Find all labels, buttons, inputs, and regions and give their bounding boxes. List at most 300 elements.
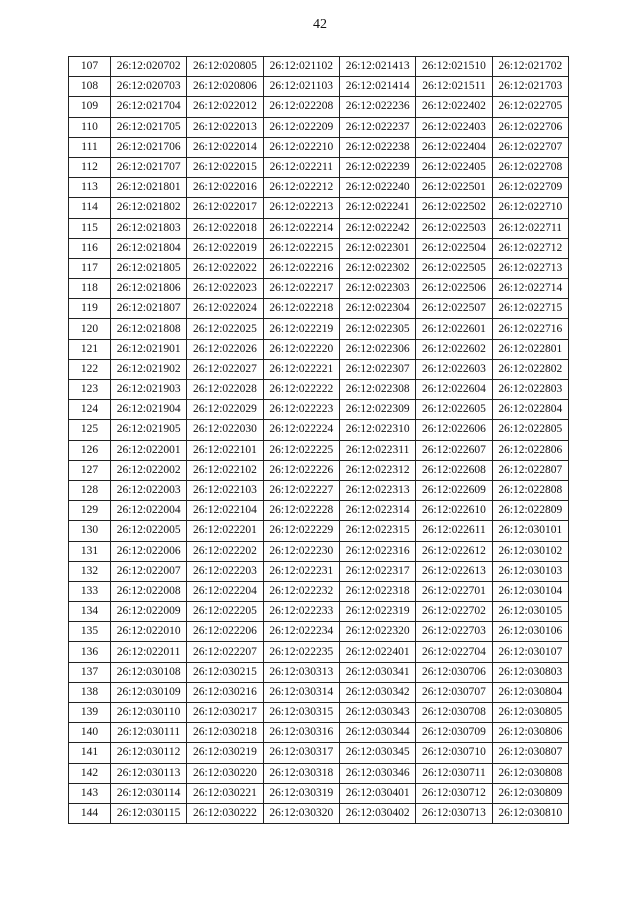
cadastral-number-cell: 26:12:022709: [492, 178, 568, 198]
cadastral-number-cell: 26:12:022223: [263, 400, 339, 420]
cadastral-number-cell: 26:12:021901: [111, 339, 187, 359]
cadastral-number-cell: 26:12:022405: [416, 157, 492, 177]
table-body: [69, 57, 569, 824]
cadastral-number-cell: 26:12:022016: [187, 178, 263, 198]
table-row: [69, 178, 569, 198]
cadastral-number-cell: 26:12:022024: [187, 299, 263, 319]
cadastral-number-cell: 26:12:022506: [416, 279, 492, 299]
cadastral-number-cell: 26:12:021803: [111, 218, 187, 238]
row-number-cell: 143: [69, 783, 111, 803]
cadastral-number-cell: 26:12:022207: [187, 642, 263, 662]
table-row: [69, 380, 569, 400]
cadastral-number-cell: 26:12:022202: [187, 541, 263, 561]
cadastral-number-cell: 26:12:022710: [492, 198, 568, 218]
cadastral-number-cell: 26:12:021808: [111, 319, 187, 339]
cadastral-number-cell: 26:12:022011: [111, 642, 187, 662]
cadastral-number-cell: 26:12:030707: [416, 682, 492, 702]
cadastral-number-cell: 26:12:030314: [263, 682, 339, 702]
cadastral-number-cell: 26:12:022009: [111, 602, 187, 622]
row-number-cell: 136: [69, 642, 111, 662]
cadastral-number-cell: 26:12:022218: [263, 299, 339, 319]
cadastral-number-cell: 26:12:022315: [339, 521, 415, 541]
table-row: [69, 238, 569, 258]
cadastral-number-cell: 26:12:022230: [263, 541, 339, 561]
cadastral-number-cell: 26:12:022028: [187, 380, 263, 400]
cadastral-number-cell: 26:12:022806: [492, 440, 568, 460]
cadastral-number-cell: 26:12:022030: [187, 420, 263, 440]
cadastral-number-cell: 26:12:022228: [263, 501, 339, 521]
table-row: [69, 57, 569, 77]
row-number-cell: 109: [69, 97, 111, 117]
cadastral-number-cell: 26:12:022314: [339, 501, 415, 521]
table-row: [69, 480, 569, 500]
cadastral-number-cell: 26:12:030713: [416, 803, 492, 823]
cadastral-number-cell: 26:12:022222: [263, 380, 339, 400]
cadastral-number-cell: 26:12:022203: [187, 561, 263, 581]
cadastral-number-cell: 26:12:021806: [111, 279, 187, 299]
cadastral-number-cell: 26:12:022215: [263, 238, 339, 258]
row-number-cell: 133: [69, 581, 111, 601]
cadastral-number-cell: 26:12:022213: [263, 198, 339, 218]
cadastral-number-cell: 26:12:022302: [339, 258, 415, 278]
cadastral-number-cell: 26:12:022017: [187, 198, 263, 218]
cadastral-number-cell: 26:12:022308: [339, 380, 415, 400]
cadastral-number-cell: 26:12:030101: [492, 521, 568, 541]
row-number-cell: 113: [69, 178, 111, 198]
cadastral-number-cell: 26:12:022702: [416, 602, 492, 622]
cadastral-number-cell: 26:12:022014: [187, 137, 263, 157]
cadastral-number-cell: 26:12:030319: [263, 783, 339, 803]
table-row: [69, 723, 569, 743]
table-row: [69, 299, 569, 319]
table-row: [69, 218, 569, 238]
table-row: [69, 279, 569, 299]
cadastral-number-cell: 26:12:030804: [492, 682, 568, 702]
cadastral-number-cell: 26:12:022602: [416, 339, 492, 359]
row-number-cell: 144: [69, 803, 111, 823]
cadastral-number-cell: 26:12:022220: [263, 339, 339, 359]
cadastral-number-cell: 26:12:030341: [339, 662, 415, 682]
cadastral-number-cell: 26:12:022504: [416, 238, 492, 258]
cadastral-number-cell: 26:12:030105: [492, 602, 568, 622]
cadastral-table-container: [68, 56, 568, 824]
cadastral-number-cell: 26:12:022214: [263, 218, 339, 238]
row-number-cell: 115: [69, 218, 111, 238]
cadastral-number-cell: 26:12:022205: [187, 602, 263, 622]
cadastral-number-cell: 26:12:022012: [187, 97, 263, 117]
cadastral-number-cell: 26:12:022610: [416, 501, 492, 521]
cadastral-number-cell: 26:12:022201: [187, 521, 263, 541]
cadastral-number-cell: 26:12:022235: [263, 642, 339, 662]
cadastral-number-cell: 26:12:030809: [492, 783, 568, 803]
cadastral-number-cell: 26:12:022804: [492, 400, 568, 420]
cadastral-number-cell: 26:12:022613: [416, 561, 492, 581]
cadastral-number-cell: 26:12:022608: [416, 460, 492, 480]
cadastral-number-cell: 26:12:022307: [339, 359, 415, 379]
cadastral-number-cell: 26:12:022018: [187, 218, 263, 238]
cadastral-number-cell: 26:12:022231: [263, 561, 339, 581]
cadastral-number-cell: 26:12:022604: [416, 380, 492, 400]
cadastral-number-cell: 26:12:022505: [416, 258, 492, 278]
table-row: [69, 440, 569, 460]
row-number-cell: 126: [69, 440, 111, 460]
cadastral-number-cell: 26:12:030710: [416, 743, 492, 763]
cadastral-number-cell: 26:12:022211: [263, 157, 339, 177]
cadastral-number-cell: 26:12:030810: [492, 803, 568, 823]
cadastral-number-cell: 26:12:030106: [492, 622, 568, 642]
row-number-cell: 117: [69, 258, 111, 278]
cadastral-number-cell: 26:12:022606: [416, 420, 492, 440]
cadastral-number-cell: 26:12:030217: [187, 703, 263, 723]
cadastral-number-cell: 26:12:022320: [339, 622, 415, 642]
cadastral-number-cell: 26:12:030111: [111, 723, 187, 743]
table-row: [69, 420, 569, 440]
cadastral-number-cell: 26:12:022703: [416, 622, 492, 642]
cadastral-number-cell: 26:12:022306: [339, 339, 415, 359]
cadastral-number-cell: 26:12:021702: [492, 57, 568, 77]
cadastral-number-cell: 26:12:022239: [339, 157, 415, 177]
cadastral-number-cell: 26:12:022318: [339, 581, 415, 601]
cadastral-number-cell: 26:12:021805: [111, 258, 187, 278]
table-row: [69, 743, 569, 763]
cadastral-number-cell: 26:12:022209: [263, 117, 339, 137]
cadastral-number-cell: 26:12:022236: [339, 97, 415, 117]
row-number-cell: 135: [69, 622, 111, 642]
cadastral-number-cell: 26:12:022310: [339, 420, 415, 440]
cadastral-number-cell: 26:12:022242: [339, 218, 415, 238]
cadastral-number-cell: 26:12:030313: [263, 662, 339, 682]
table-row: [69, 521, 569, 541]
cadastral-number-cell: 26:12:022227: [263, 480, 339, 500]
cadastral-number-cell: 26:12:022023: [187, 279, 263, 299]
table-row: [69, 803, 569, 823]
cadastral-number-cell: 26:12:030221: [187, 783, 263, 803]
row-number-cell: 140: [69, 723, 111, 743]
table-row: [69, 561, 569, 581]
cadastral-number-cell: 26:12:021707: [111, 157, 187, 177]
cadastral-number-cell: 26:12:021413: [339, 57, 415, 77]
cadastral-number-cell: 26:12:022501: [416, 178, 492, 198]
cadastral-number-cell: 26:12:030806: [492, 723, 568, 743]
cadastral-number-cell: 26:12:022716: [492, 319, 568, 339]
cadastral-number-cell: 26:12:022503: [416, 218, 492, 238]
cadastral-number-cell: 26:12:030215: [187, 662, 263, 682]
row-number-cell: 114: [69, 198, 111, 218]
cadastral-number-cell: 26:12:022103: [187, 480, 263, 500]
cadastral-number-cell: 26:12:022701: [416, 581, 492, 601]
table-row: [69, 602, 569, 622]
cadastral-number-cell: 26:12:022022: [187, 258, 263, 278]
table-row: [69, 460, 569, 480]
table-row: [69, 400, 569, 420]
cadastral-number-cell: 26:12:022102: [187, 460, 263, 480]
cadastral-number-cell: 26:12:030216: [187, 682, 263, 702]
table-row: [69, 581, 569, 601]
cadastral-number-cell: 26:12:030108: [111, 662, 187, 682]
row-number-cell: 110: [69, 117, 111, 137]
row-number-cell: 129: [69, 501, 111, 521]
cadastral-number-cell: 26:12:030315: [263, 703, 339, 723]
cadastral-number-cell: 26:12:022313: [339, 480, 415, 500]
table-row: [69, 77, 569, 97]
cadastral-number-cell: 26:12:020703: [111, 77, 187, 97]
cadastral-number-cell: 26:12:022601: [416, 319, 492, 339]
cadastral-number-cell: 26:12:022803: [492, 380, 568, 400]
cadastral-number-cell: 26:12:022019: [187, 238, 263, 258]
cadastral-number-cell: 26:12:022708: [492, 157, 568, 177]
cadastral-number-cell: 26:12:022319: [339, 602, 415, 622]
cadastral-number-cell: 26:12:021905: [111, 420, 187, 440]
row-number-cell: 138: [69, 682, 111, 702]
cadastral-number-cell: 26:12:022605: [416, 400, 492, 420]
cadastral-number-cell: 26:12:030808: [492, 763, 568, 783]
cadastral-number-cell: 26:12:020702: [111, 57, 187, 77]
cadastral-number-cell: 26:12:022502: [416, 198, 492, 218]
row-number-cell: 130: [69, 521, 111, 541]
cadastral-number-cell: 26:12:022611: [416, 521, 492, 541]
row-number-cell: 112: [69, 157, 111, 177]
cadastral-number-cell: 26:12:022225: [263, 440, 339, 460]
cadastral-number-cell: 26:12:022401: [339, 642, 415, 662]
cadastral-number-cell: 26:12:022229: [263, 521, 339, 541]
cadastral-number-cell: 26:12:022801: [492, 339, 568, 359]
cadastral-number-cell: 26:12:030218: [187, 723, 263, 743]
cadastral-number-cell: 26:12:030343: [339, 703, 415, 723]
row-number-cell: 124: [69, 400, 111, 420]
cadastral-number-cell: 26:12:022029: [187, 400, 263, 420]
cadastral-number-cell: 26:12:022712: [492, 238, 568, 258]
table-row: [69, 258, 569, 278]
cadastral-number-cell: 26:12:022807: [492, 460, 568, 480]
cadastral-number-cell: 26:12:020806: [187, 77, 263, 97]
table-row: [69, 662, 569, 682]
cadastral-number-cell: 26:12:022219: [263, 319, 339, 339]
table-row: [69, 682, 569, 702]
cadastral-number-cell: 26:12:030102: [492, 541, 568, 561]
cadastral-number-cell: 26:12:022241: [339, 198, 415, 218]
cadastral-number-cell: 26:12:022013: [187, 117, 263, 137]
cadastral-number-cell: 26:12:030109: [111, 682, 187, 702]
cadastral-number-cell: 26:12:022002: [111, 460, 187, 480]
row-number-cell: 118: [69, 279, 111, 299]
cadastral-number-cell: 26:12:021704: [111, 97, 187, 117]
cadastral-number-cell: 26:12:022004: [111, 501, 187, 521]
cadastral-number-cell: 26:12:022316: [339, 541, 415, 561]
cadastral-number-cell: 26:12:021802: [111, 198, 187, 218]
cadastral-number-cell: 26:12:022027: [187, 359, 263, 379]
cadastral-number-cell: 26:12:022402: [416, 97, 492, 117]
cadastral-number-cell: 26:12:022101: [187, 440, 263, 460]
row-number-cell: 116: [69, 238, 111, 258]
cadastral-number-cell: 26:12:021103: [263, 77, 339, 97]
row-number-cell: 119: [69, 299, 111, 319]
cadastral-number-cell: 26:12:021807: [111, 299, 187, 319]
cadastral-number-cell: 26:12:021804: [111, 238, 187, 258]
row-number-cell: 141: [69, 743, 111, 763]
cadastral-number-cell: 26:12:030346: [339, 763, 415, 783]
cadastral-number-cell: 26:12:021705: [111, 117, 187, 137]
cadastral-number-cell: 26:12:030115: [111, 803, 187, 823]
row-number-cell: 123: [69, 380, 111, 400]
cadastral-number-cell: 26:12:030708: [416, 703, 492, 723]
cadastral-number-cell: 26:12:022224: [263, 420, 339, 440]
cadastral-number-cell: 26:12:022706: [492, 117, 568, 137]
cadastral-number-cell: 26:12:022309: [339, 400, 415, 420]
cadastral-number-cell: 26:12:030712: [416, 783, 492, 803]
cadastral-number-cell: 26:12:022805: [492, 420, 568, 440]
cadastral-number-cell: 26:12:022607: [416, 440, 492, 460]
cadastral-number-cell: 26:12:022802: [492, 359, 568, 379]
cadastral-number-cell: 26:12:030219: [187, 743, 263, 763]
row-number-cell: 108: [69, 77, 111, 97]
cadastral-number-cell: 26:12:030709: [416, 723, 492, 743]
table-row: [69, 319, 569, 339]
cadastral-number-cell: 26:12:022206: [187, 622, 263, 642]
cadastral-number-cell: 26:12:022008: [111, 581, 187, 601]
cadastral-number-cell: 26:12:022404: [416, 137, 492, 157]
cadastral-number-cell: 26:12:030222: [187, 803, 263, 823]
row-number-cell: 107: [69, 57, 111, 77]
cadastral-number-cell: 26:12:030807: [492, 743, 568, 763]
table-row: [69, 622, 569, 642]
row-number-cell: 142: [69, 763, 111, 783]
row-number-cell: 132: [69, 561, 111, 581]
cadastral-number-cell: 26:12:030103: [492, 561, 568, 581]
cadastral-number-cell: 26:12:022240: [339, 178, 415, 198]
cadastral-number-cell: 26:12:030317: [263, 743, 339, 763]
cadastral-number-cell: 26:12:022301: [339, 238, 415, 258]
row-number-cell: 127: [69, 460, 111, 480]
table-row: [69, 642, 569, 662]
cadastral-number-cell: 26:12:030112: [111, 743, 187, 763]
table-row: [69, 783, 569, 803]
cadastral-number-cell: 26:12:022005: [111, 521, 187, 541]
cadastral-number-cell: 26:12:022010: [111, 622, 187, 642]
cadastral-number-cell: 26:12:022704: [416, 642, 492, 662]
cadastral-number-cell: 26:12:021801: [111, 178, 187, 198]
cadastral-table: [68, 56, 569, 824]
cadastral-number-cell: 26:12:030114: [111, 783, 187, 803]
cadastral-number-cell: 26:12:022233: [263, 602, 339, 622]
cadastral-number-cell: 26:12:022204: [187, 581, 263, 601]
cadastral-number-cell: 26:12:022232: [263, 581, 339, 601]
table-row: [69, 97, 569, 117]
cadastral-number-cell: 26:12:022311: [339, 440, 415, 460]
row-number-cell: 120: [69, 319, 111, 339]
table-row: [69, 541, 569, 561]
table-row: [69, 198, 569, 218]
cadastral-number-cell: 26:12:022007: [111, 561, 187, 581]
cadastral-number-cell: 26:12:030803: [492, 662, 568, 682]
cadastral-number-cell: 26:12:022015: [187, 157, 263, 177]
cadastral-number-cell: 26:12:022208: [263, 97, 339, 117]
table-row: [69, 339, 569, 359]
cadastral-number-cell: 26:12:022238: [339, 137, 415, 157]
cadastral-number-cell: 26:12:030342: [339, 682, 415, 702]
table-row: [69, 703, 569, 723]
cadastral-number-cell: 26:12:030104: [492, 581, 568, 601]
row-number-cell: 139: [69, 703, 111, 723]
cadastral-number-cell: 26:12:030345: [339, 743, 415, 763]
cadastral-number-cell: 26:12:021903: [111, 380, 187, 400]
cadastral-number-cell: 26:12:030320: [263, 803, 339, 823]
cadastral-number-cell: 26:12:022317: [339, 561, 415, 581]
table-row: [69, 117, 569, 137]
cadastral-number-cell: 26:12:030110: [111, 703, 187, 723]
page-number: 42: [313, 17, 327, 32]
cadastral-number-cell: 26:12:022210: [263, 137, 339, 157]
row-number-cell: 134: [69, 602, 111, 622]
cadastral-number-cell: 26:12:022303: [339, 279, 415, 299]
cadastral-number-cell: 26:12:022305: [339, 319, 415, 339]
table-row: [69, 137, 569, 157]
cadastral-number-cell: 26:12:022808: [492, 480, 568, 500]
cadastral-number-cell: 26:12:021902: [111, 359, 187, 379]
cadastral-number-cell: 26:12:022603: [416, 359, 492, 379]
cadastral-number-cell: 26:12:030706: [416, 662, 492, 682]
cadastral-number-cell: 26:12:022221: [263, 359, 339, 379]
cadastral-number-cell: 26:12:021510: [416, 57, 492, 77]
cadastral-number-cell: 26:12:020805: [187, 57, 263, 77]
cadastral-number-cell: 26:12:022234: [263, 622, 339, 642]
cadastral-number-cell: 26:12:022403: [416, 117, 492, 137]
row-number-cell: 111: [69, 137, 111, 157]
row-number-cell: 121: [69, 339, 111, 359]
row-number-cell: 122: [69, 359, 111, 379]
cadastral-number-cell: 26:12:021414: [339, 77, 415, 97]
table-row: [69, 359, 569, 379]
cadastral-number-cell: 26:12:030107: [492, 642, 568, 662]
row-number-cell: 137: [69, 662, 111, 682]
cadastral-number-cell: 26:12:022707: [492, 137, 568, 157]
cadastral-number-cell: 26:12:021511: [416, 77, 492, 97]
cadastral-number-cell: 26:12:022217: [263, 279, 339, 299]
cadastral-number-cell: 26:12:021102: [263, 57, 339, 77]
cadastral-number-cell: 26:12:022003: [111, 480, 187, 500]
cadastral-number-cell: 26:12:030401: [339, 783, 415, 803]
cadastral-number-cell: 26:12:022304: [339, 299, 415, 319]
cadastral-number-cell: 26:12:022226: [263, 460, 339, 480]
cadastral-number-cell: 26:12:022237: [339, 117, 415, 137]
cadastral-number-cell: 26:12:022212: [263, 178, 339, 198]
cadastral-number-cell: 26:12:022715: [492, 299, 568, 319]
cadastral-number-cell: 26:12:022714: [492, 279, 568, 299]
table-row: [69, 501, 569, 521]
row-number-cell: 131: [69, 541, 111, 561]
cadastral-number-cell: 26:12:022001: [111, 440, 187, 460]
cadastral-number-cell: 26:12:022216: [263, 258, 339, 278]
cadastral-number-cell: 26:12:022104: [187, 501, 263, 521]
row-number-cell: 128: [69, 480, 111, 500]
cadastral-number-cell: 26:12:021706: [111, 137, 187, 157]
cadastral-number-cell: 26:12:030318: [263, 763, 339, 783]
table-row: [69, 763, 569, 783]
cadastral-number-cell: 26:12:030402: [339, 803, 415, 823]
cadastral-number-cell: 26:12:022609: [416, 480, 492, 500]
cadastral-number-cell: 26:12:022507: [416, 299, 492, 319]
cadastral-number-cell: 26:12:022026: [187, 339, 263, 359]
cadastral-number-cell: 26:12:030316: [263, 723, 339, 743]
cadastral-number-cell: 26:12:030113: [111, 763, 187, 783]
cadastral-number-cell: 26:12:021703: [492, 77, 568, 97]
cadastral-number-cell: 26:12:022809: [492, 501, 568, 521]
cadastral-number-cell: 26:12:022612: [416, 541, 492, 561]
cadastral-number-cell: 26:12:021904: [111, 400, 187, 420]
cadastral-number-cell: 26:12:022713: [492, 258, 568, 278]
cadastral-number-cell: 26:12:030220: [187, 763, 263, 783]
table-row: [69, 157, 569, 177]
cadastral-number-cell: 26:12:022705: [492, 97, 568, 117]
